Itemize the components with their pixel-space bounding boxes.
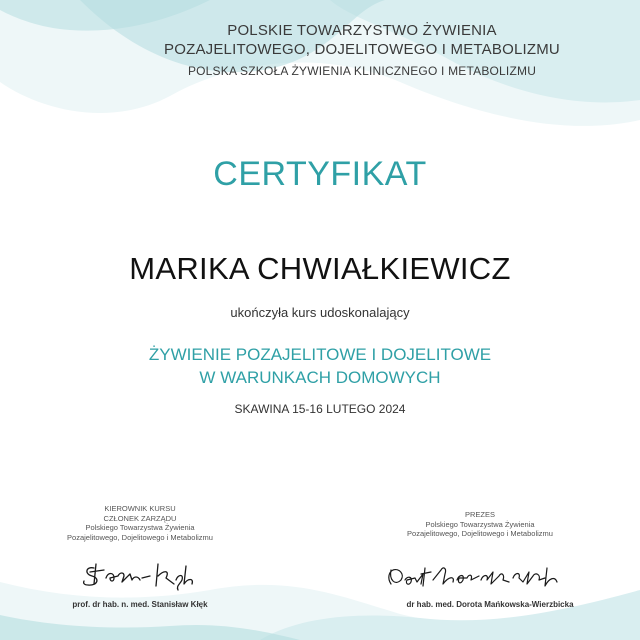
completion-statement: ukończyła kurs udoskonalający: [230, 305, 410, 320]
recipient-name: MARIKA CHWIAŁKIEWICZ: [129, 251, 511, 286]
organization-name-line-2: POZAJELITOWEGO, DOJELITOWEGO I METABOLIZMU: [164, 41, 560, 58]
right-signatory-title: [380, 510, 580, 539]
right-signatory-name: dr hab. med. Dorota Mańkowska-Wierzbicka: [406, 600, 574, 609]
event-location-date: SKAWINA 15-16 LUTEGO 2024: [234, 402, 406, 416]
left-handwritten-signature: [80, 558, 210, 592]
organization-name-line-1: POLSKIE TOWARZYSTWO ŻYWIENIA: [227, 22, 497, 39]
left-signatory-name: prof. dr hab. n. med. Stanisław Kłęk: [72, 600, 208, 609]
left-signatory-role-2: CZŁONEK ZARZĄDU: [103, 513, 177, 523]
right-handwritten-signature: [385, 560, 565, 592]
left-signatory-role-1: KIEROWNIK KURSU: [104, 504, 176, 513]
left-signatory-org-2: Pozajelitowego, Dojelitowego i Metabolizmu: [67, 532, 213, 542]
organization-school-name: POLSKA SZKOŁA ŻYWIENIA KLINICZNEGO I METABOLIZMU: [187, 64, 537, 78]
right-signatory-role-1: PREZES: [464, 510, 495, 519]
left-signatory-org-1: Polskiego Towarzystwa Żywienia: [85, 523, 195, 532]
course-title-line-2: W WARUNKACH DOMOWYCH: [199, 368, 441, 387]
certificate-title: CERTYFIKAT: [213, 155, 427, 193]
right-signatory-org-1: Polskiego Towarzystwa Żywienia: [425, 519, 535, 529]
right-signatory-org-2: Pozajelitowego, Dojelitowego i Metabolizmu: [407, 529, 553, 538]
left-signatory-title: [50, 504, 230, 542]
course-title-line-1: ŻYWIENIE POZAJELITOWE I DOJELITOWE: [148, 345, 492, 364]
